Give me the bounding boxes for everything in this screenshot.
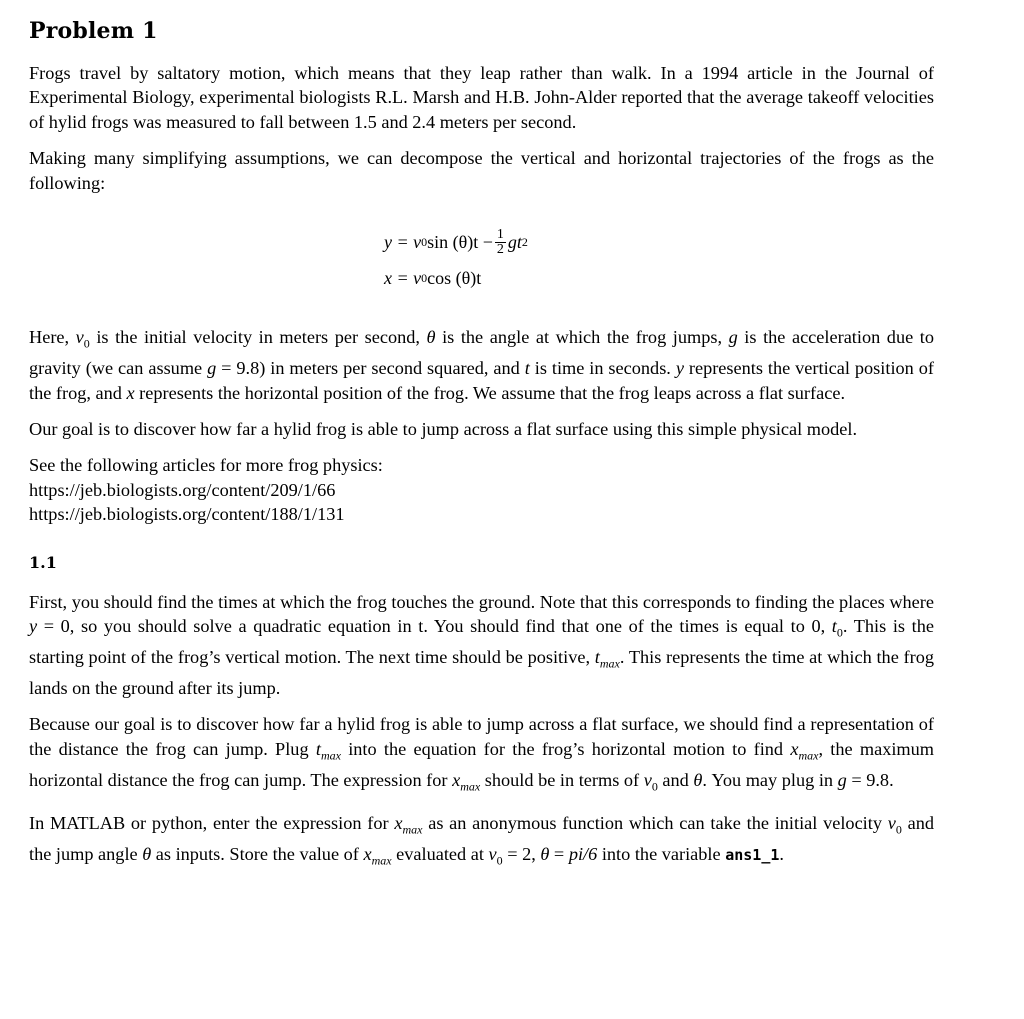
- one-half-fraction: $\frac{1}{2}$: [496, 226, 504, 257]
- variable-name-code: ans1_1: [725, 846, 780, 865]
- reference-link-1[interactable]: https://jeb.biologists.org/content/209/1/66: [29, 479, 336, 500]
- horizontal-equation: x = v 0 cos (θ)t: [384, 267, 482, 288]
- trajectory-equations: [29, 225, 934, 295]
- references-lead: See the following articles for more frog physics:: [29, 455, 383, 476]
- assumptions-paragraph: Making many simplifying assumptions, we can decompose the vertical and horizontal trajectories of the frogs as the following:: [29, 148, 934, 193]
- section-heading: 1.1: [29, 552, 57, 572]
- intro-paragraph: Frogs travel by saltatory motion, which means that they leap rather than walk. In a 1994 article in the Journal of Experimental Biology, experimental biologists R.L. Marsh and H.B. John-Alder reported that the average takeoff velocities of hylid frogs was measured to fall between 1.5 and 2.4 meters per second.: [29, 63, 934, 132]
- section-paragraph-3: In MATLAB or python, enter the expression for $x_{max}$ as an anonymous function which can take the initial velocity $v_0$ and the jump angle θ as inputs. Store the value of $x_{max}$ evaluated at $v_0 = 2$, θ = pi/6 into the variable ans1_1.: [29, 813, 935, 868]
- section-paragraph-2: Because our goal is to discover how far a hylid frog is able to jump across a flat surface, we should find a representation of the distance the frog can jump. Plug $t_{max}$ into the equation for the frog’s horizontal motion to find $x_{max}$, the maximum horizontal distance the frog can jump. The expression for $x_{max}$ should be in terms of $v_0$ and θ. You may plug in g = 9.8.: [29, 714, 934, 794]
- problem-title: Problem 1: [29, 18, 158, 44]
- reference-link-2[interactable]: https://jeb.biologists.org/content/188/1/131: [29, 504, 345, 525]
- definitions-paragraph: Here, $v_0$ is the initial velocity in meters per second, θ is the angle at which the frog jumps, g is the acceleration due to gravity (we can assume g = 9.8) in meters per second squared, and t is time in seconds. y represents the vertical position of the frog, and x represents the horizontal position of the frog. We assume that the frog leaps across a flat surface.: [29, 327, 934, 403]
- section-paragraph-1: First, you should find the times at which the frog touches the ground. Note that this corresponds to finding the places where y = 0, so you should solve a quadratic equation in t. You should find that one of the times is equal to 0, $t_0$. This is the starting point of the frog’s vertical motion. The next time should be positive, $t_{max}$. This represents the time at which the frog lands on the ground after its jump.: [29, 591, 934, 699]
- vertical-equation: y = v 0 sin (θ)t − $\frac{1}{2}$ gt 2: [384, 226, 528, 257]
- goal-paragraph: Our goal is to discover how far a hylid frog is able to jump across a flat surface using this simple physical model.: [29, 418, 858, 439]
- references-paragraph: [29, 453, 934, 526]
